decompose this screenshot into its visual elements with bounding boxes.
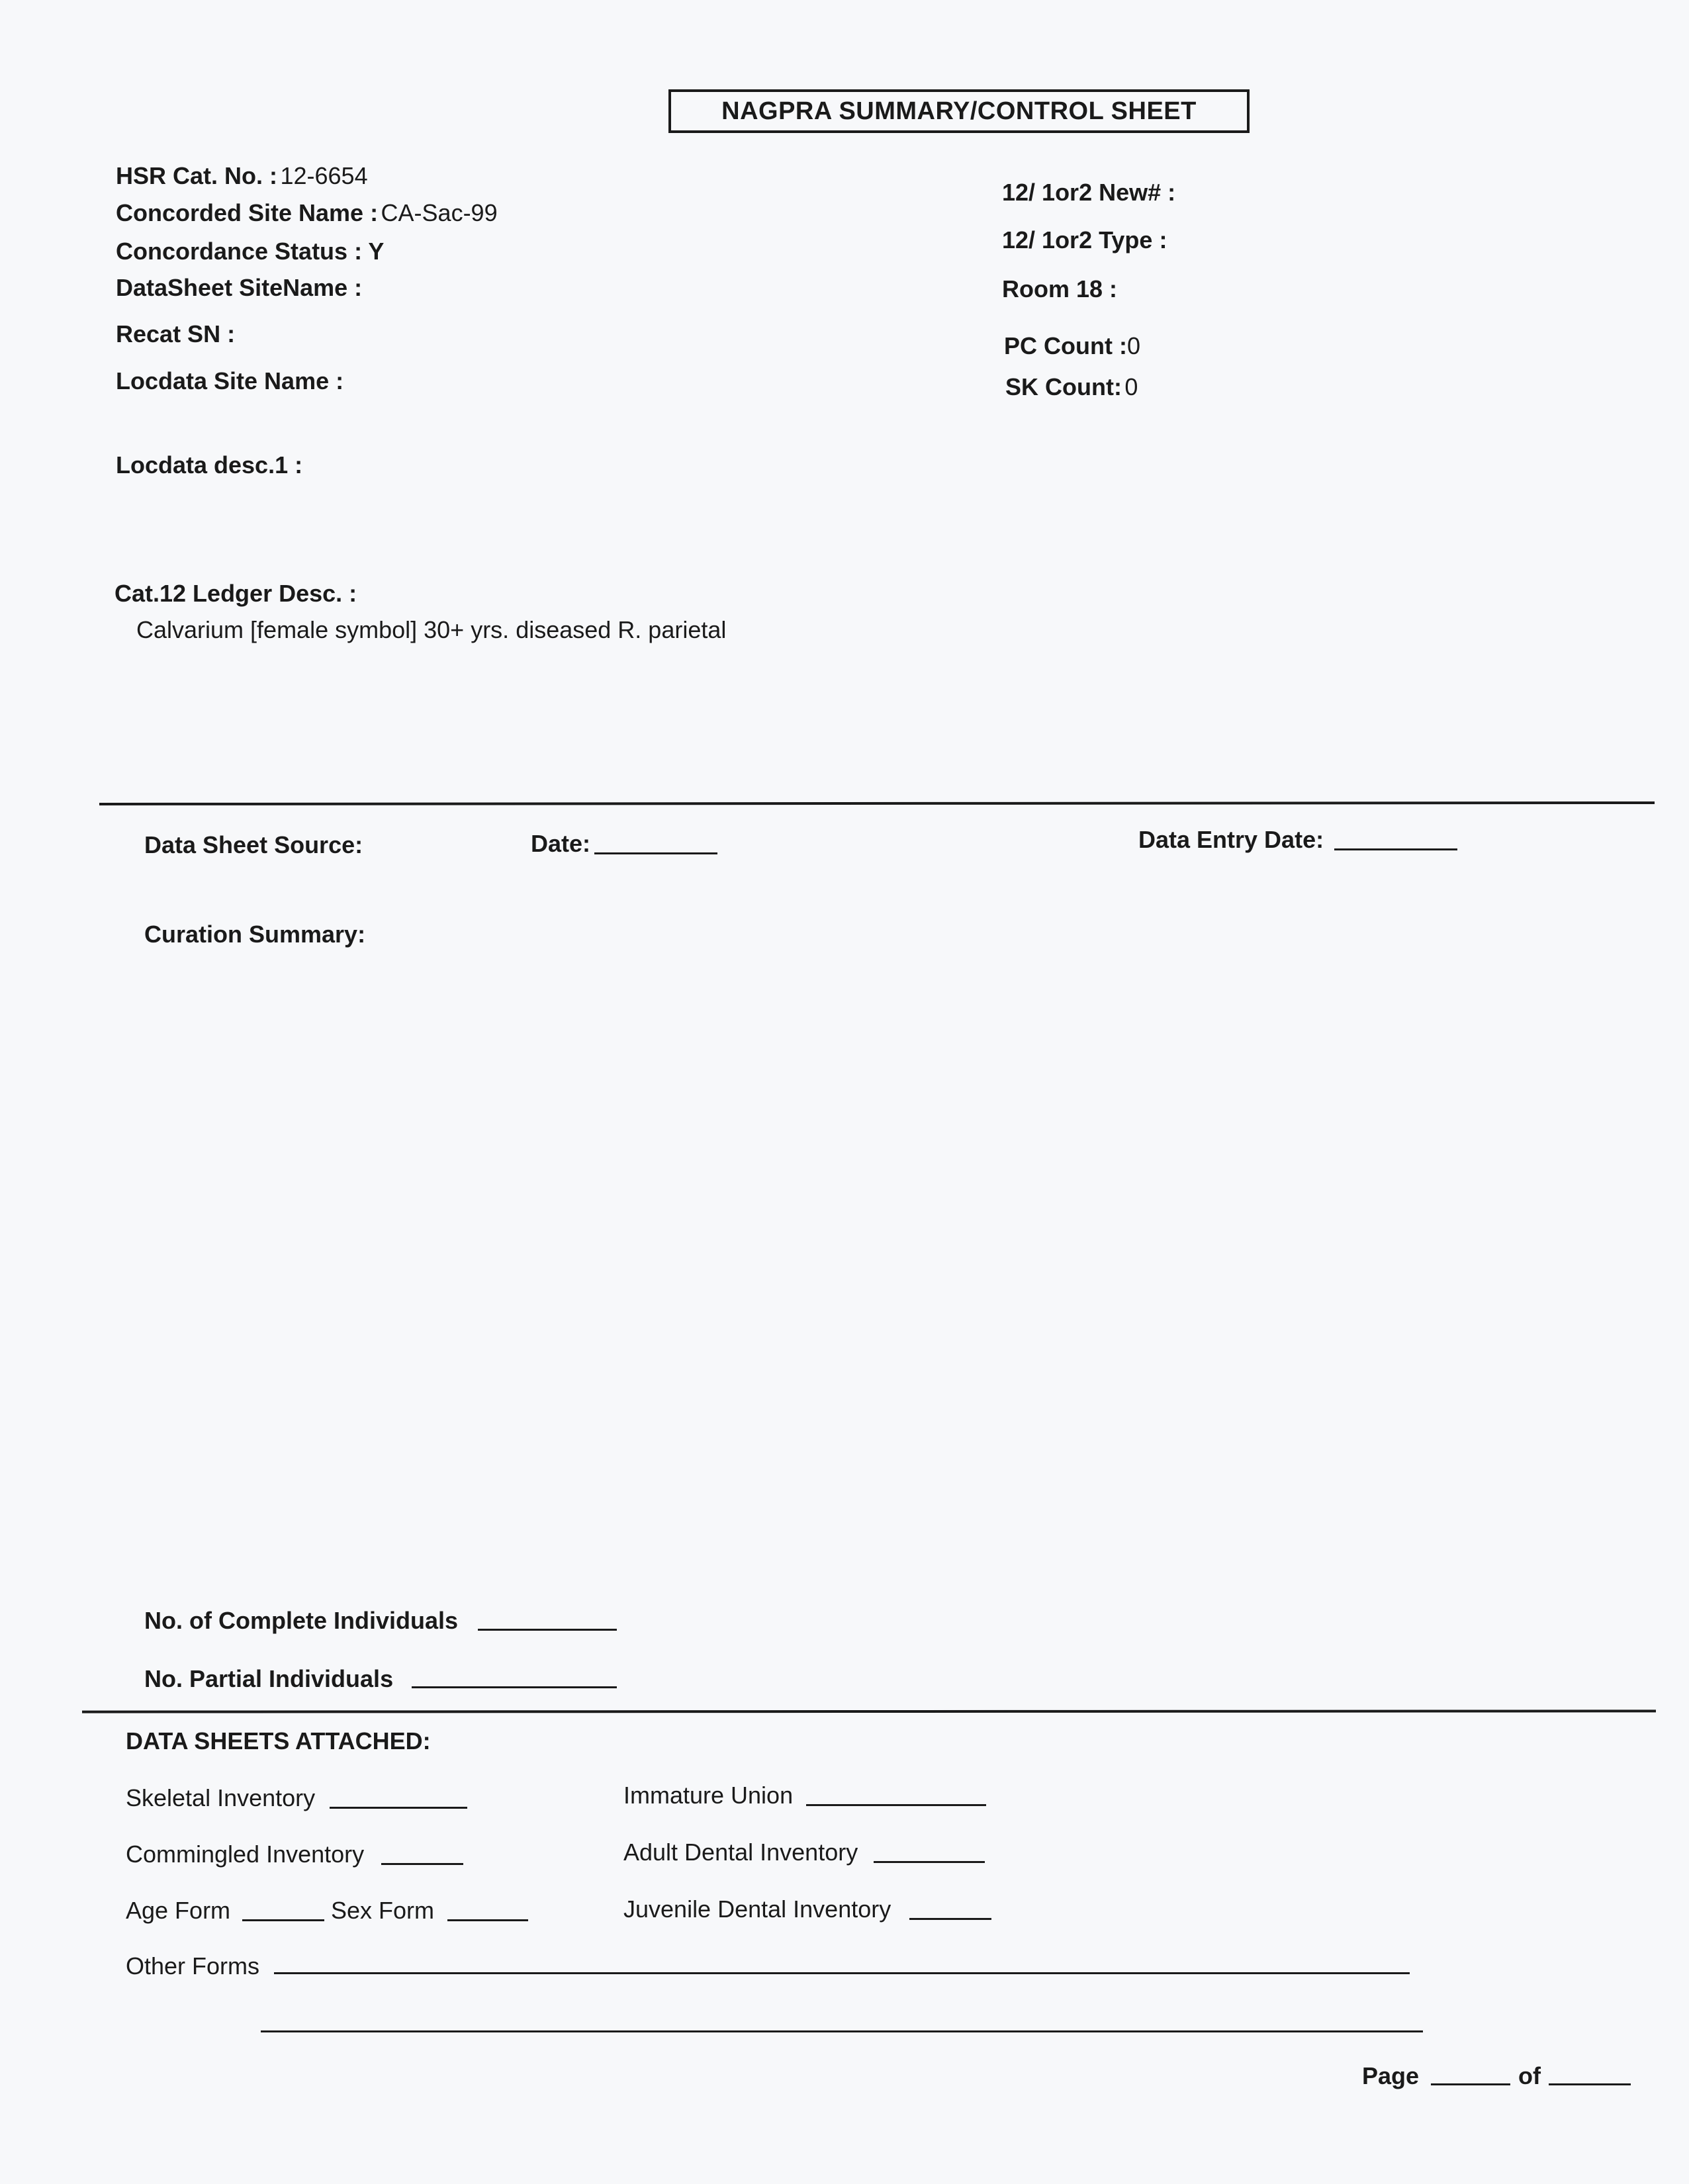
sk-count-value: 0 — [1124, 373, 1138, 400]
pc-count-field — [1004, 332, 1140, 360]
form-title: NAGPRA SUMMARY/CONTROL SHEET — [668, 89, 1250, 133]
data-sheet-source-label: Data Sheet Source: — [144, 831, 363, 858]
room-label: Room 18 : — [1002, 275, 1118, 302]
complete-individuals-label: No. of Complete Individuals — [144, 1607, 459, 1634]
age-form-label: Age Form — [126, 1897, 231, 1924]
pc-count-value: 0 — [1126, 332, 1140, 359]
juvenile-dental-inventory-input-line[interactable] — [909, 1918, 991, 1920]
datasheet-sitename-label: DataSheet SiteName : — [116, 274, 363, 301]
concorded-site-name-label: Concorded Site Name : — [116, 199, 379, 226]
sk-count-field — [1005, 373, 1138, 401]
partial-individuals-input-line[interactable] — [412, 1686, 617, 1688]
section-divider-top — [99, 801, 1655, 805]
complete-individuals-input-line[interactable] — [478, 1629, 617, 1631]
locdata-desc-label: Locdata desc.1 : — [116, 451, 303, 478]
commingled-inventory-input-line[interactable] — [381, 1863, 463, 1865]
partial-individuals-label: No. Partial Individuals — [144, 1665, 394, 1692]
concordance-status-label: Concordance Status : Y — [116, 238, 385, 265]
immature-union-input-line[interactable] — [806, 1804, 986, 1806]
locdata-site-name-label: Locdata Site Name : — [116, 367, 344, 394]
age-form-input-line[interactable] — [242, 1919, 324, 1921]
sex-form-label: Sex Form — [331, 1897, 435, 1924]
ledger-desc-label: Cat.12 Ledger Desc. : — [114, 580, 357, 607]
commingled-inventory-label: Commingled Inventory — [126, 1841, 365, 1868]
immature-union-label: Immature Union — [623, 1782, 794, 1809]
other-forms-input-line-2[interactable] — [261, 2030, 1423, 2032]
sex-form-input-line[interactable] — [447, 1919, 528, 1921]
data-entry-date-label: Data Entry Date: — [1138, 826, 1324, 853]
page-of-label: of — [1518, 2062, 1541, 2089]
curation-summary-label: Curation Summary: — [144, 921, 366, 948]
skeletal-inventory-label: Skeletal Inventory — [126, 1784, 316, 1811]
other-forms-input-line-1[interactable] — [274, 1972, 1410, 1974]
date-label: Date: — [531, 830, 591, 857]
sk-count-label: SK Count: — [1005, 373, 1122, 400]
section-divider-bottom — [82, 1709, 1656, 1713]
hsr-cat-no-field — [116, 162, 368, 190]
recat-sn-label: Recat SN : — [116, 320, 236, 347]
data-entry-date-input-line[interactable] — [1334, 848, 1457, 850]
page-number-input-line[interactable] — [1431, 2083, 1510, 2085]
type-label: 12/ 1or2 Type : — [1002, 226, 1167, 253]
date-input-line[interactable] — [594, 852, 717, 854]
hsr-cat-no-value: 12-6654 — [280, 162, 368, 189]
pc-count-label: PC Count : — [1004, 332, 1127, 359]
concorded-site-name-value: CA-Sac-99 — [381, 199, 498, 226]
new-number-label: 12/ 1or2 New# : — [1002, 179, 1176, 206]
page-total-input-line[interactable] — [1549, 2083, 1631, 2085]
adult-dental-inventory-input-line[interactable] — [874, 1861, 985, 1863]
concorded-site-name-field — [116, 199, 498, 227]
other-forms-label: Other Forms — [126, 1952, 260, 1979]
page-label: Page — [1362, 2062, 1420, 2089]
ledger-desc-text: Calvarium [female symbol] 30+ yrs. diseased R. parietal — [136, 616, 727, 643]
adult-dental-inventory-label: Adult Dental Inventory — [623, 1839, 858, 1866]
skeletal-inventory-input-line[interactable] — [330, 1807, 467, 1809]
data-sheets-attached-heading: DATA SHEETS ATTACHED: — [126, 1727, 431, 1754]
hsr-cat-no-label: HSR Cat. No. : — [116, 162, 278, 189]
juvenile-dental-inventory-label: Juvenile Dental Inventory — [623, 1895, 891, 1923]
